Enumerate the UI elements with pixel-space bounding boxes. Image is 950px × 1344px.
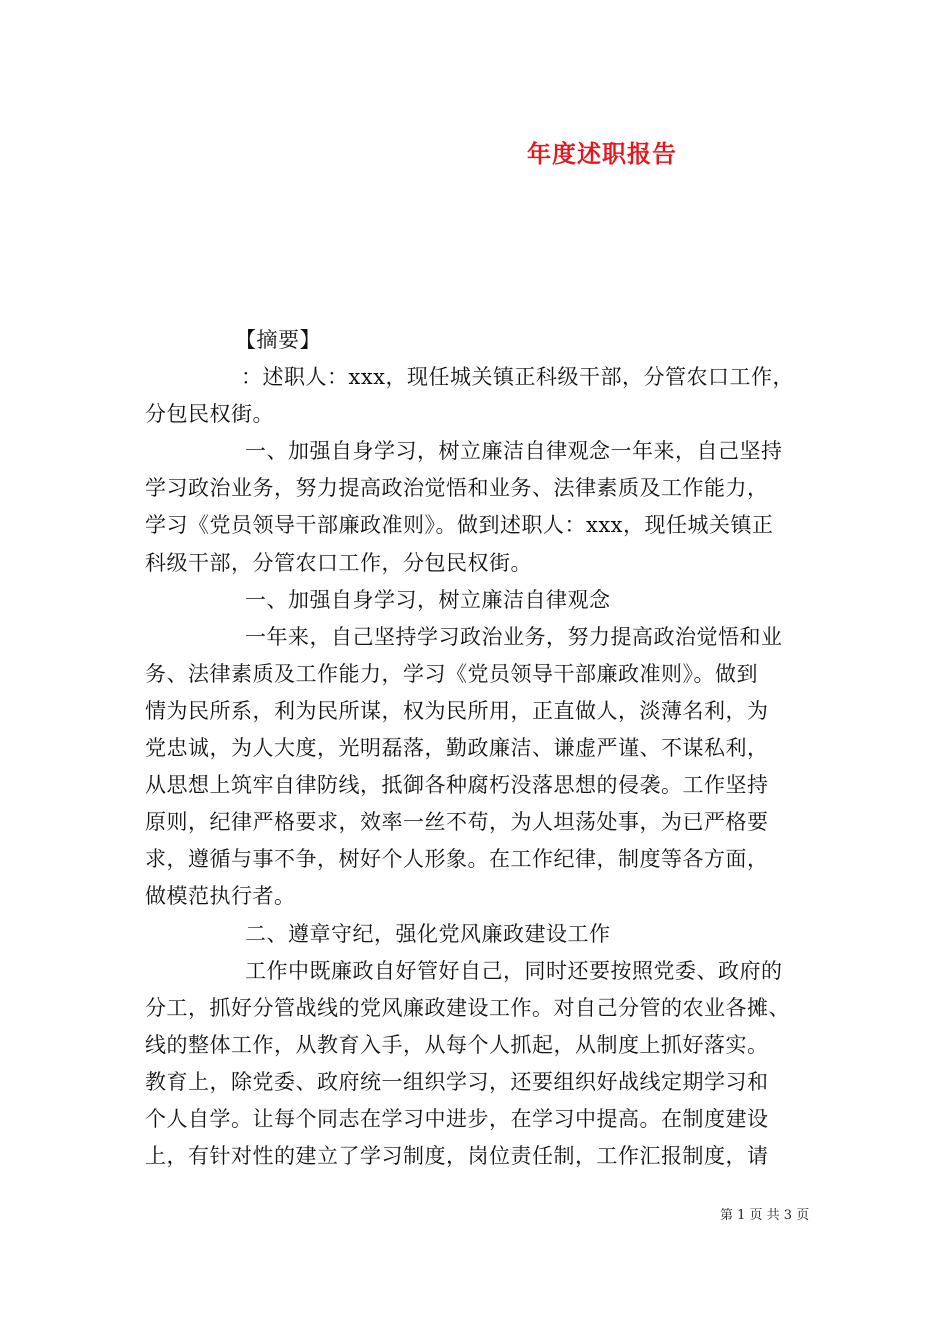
text-line: 个人自学。让每个同志在学习中进步，在学习中提高。在制度建设	[145, 1106, 769, 1131]
text-line: 求，遵循与事不争，树好个人形象。在工作纪律，制度等各方面，	[145, 847, 769, 872]
text-line: 分包民权街。	[145, 402, 274, 427]
text-line: 从思想上筑牢自律防线，抵御各种腐朽没落思想的侵袭。工作坚持	[145, 773, 769, 798]
text-line: 分工，抓好分管战线的党风廉政建设工作。对自己分管的农业各摊、	[145, 995, 790, 1020]
text-line: 情为民所系，利为民所谋，权为民所用，正直做人，淡薄名利，为	[145, 698, 769, 723]
text-line: 一、加强自身学习，树立廉洁自律观念一年来，自己坚持	[245, 439, 783, 464]
page-number: 第 1 页 共 3 页	[720, 1208, 810, 1223]
text-line: 务、法律素质及工作能力，学习《党员领导干部廉政准则》。做到	[145, 661, 758, 686]
text-line: 工作中既廉政自好管好自己，同时还要按照党委、政府的	[245, 958, 783, 983]
text-line: 学习政治业务，努力提高政治觉悟和业务、法律素质及工作能力，	[145, 476, 769, 501]
text-line: 原则，纪律严格要求，效率一丝不苟，为人坦荡处事，为已严格要	[145, 810, 769, 835]
text-line: 教育上，除党委、政府统一组织学习，还要组织好战线定期学习和	[145, 1069, 769, 1094]
text-line: 学习《党员领导干部廉政准则》。做到述职人：xxx，现任城关镇正	[145, 513, 774, 538]
abstract-heading: 【摘要】	[235, 328, 321, 352]
text-line: 一年来，自己坚持学习政治业务，努力提高政治觉悟和业	[245, 624, 783, 649]
section-heading: 一、加强自身学习，树立廉洁自律观念	[245, 587, 611, 612]
text-line: 做模范执行者。	[145, 884, 296, 909]
text-line: 上，有针对性的建立了学习制度，岗位责任制，工作汇报制度，请	[145, 1144, 769, 1169]
section-heading: 二、遵章守纪，强化党风廉政建设工作	[245, 921, 611, 946]
text-line: ：述职人：xxx，现任城关镇正科级干部，分管农口工作，	[241, 365, 795, 390]
text-line: 科级干部，分管农口工作，分包民权街。	[145, 550, 532, 575]
text-line: 线的整体工作，从教育入手，从每个人抓起，从制度上抓好落实。	[145, 1032, 769, 1057]
document-body	[145, 322, 815, 1175]
text-line: 党忠诚，为人大度，光明磊落，勤政廉洁、谦虚严谨、不谋私利，	[145, 736, 769, 761]
document-title: 年度述职报告	[527, 139, 677, 168]
